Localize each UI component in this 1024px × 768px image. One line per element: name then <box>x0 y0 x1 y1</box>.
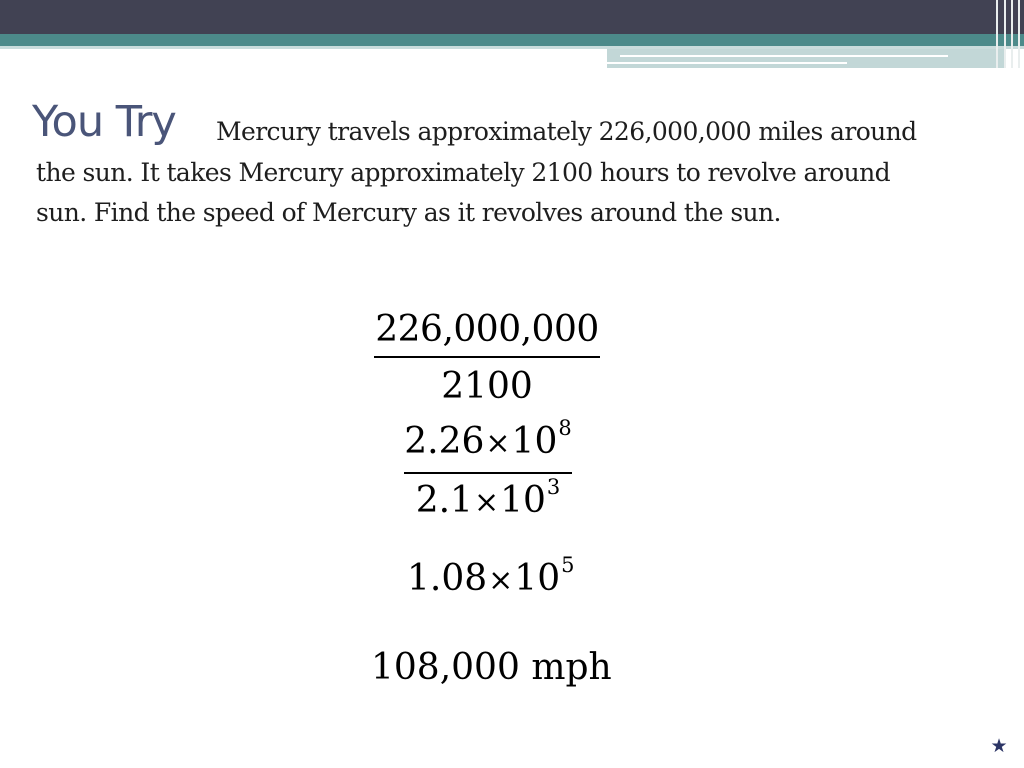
base: 10 <box>514 558 561 599</box>
header-accent-box <box>607 49 1004 68</box>
header-bar-teal <box>0 34 1024 46</box>
times-sign: × <box>485 426 511 461</box>
fraction-bar <box>404 472 572 474</box>
fraction-bar <box>374 356 600 358</box>
numerator-scientific <box>404 416 572 468</box>
final-answer: 108,000 mph <box>371 647 612 688</box>
coefficient: 2.26 <box>404 421 485 462</box>
header-stripe <box>996 0 998 68</box>
times-sign: × <box>488 563 514 598</box>
numerator: 226,000,000 <box>375 309 599 350</box>
fraction-step-1 <box>374 308 600 409</box>
header-stripe <box>1018 0 1020 68</box>
problem-text: Mercury travels approximately 226,000,000 miles around the sun. It takes Mercury approximately 2100 hours to revolve around sun. Find the speed of Mercury as it revolves around the sun. <box>36 117 917 227</box>
header-stripe <box>1004 0 1006 68</box>
header-bar-dark <box>0 0 1024 34</box>
header-accent-line <box>607 62 847 64</box>
fraction-step-2 <box>404 416 572 527</box>
scientific-result <box>407 553 575 605</box>
times-sign: × <box>473 485 500 520</box>
slide-title: You Try <box>32 97 176 147</box>
denominator: 2100 <box>441 366 533 407</box>
header-stripe <box>1011 0 1013 68</box>
star-icon[interactable]: ★ <box>990 735 1008 757</box>
coefficient: 2.1 <box>415 480 473 521</box>
denominator-scientific <box>415 475 561 527</box>
exponent: 3 <box>546 475 561 499</box>
coefficient: 1.08 <box>407 558 488 599</box>
base: 10 <box>511 421 558 462</box>
exponent: 5 <box>561 553 575 577</box>
header-accent-line <box>620 55 948 57</box>
exponent: 8 <box>558 416 572 440</box>
base: 10 <box>500 480 546 521</box>
